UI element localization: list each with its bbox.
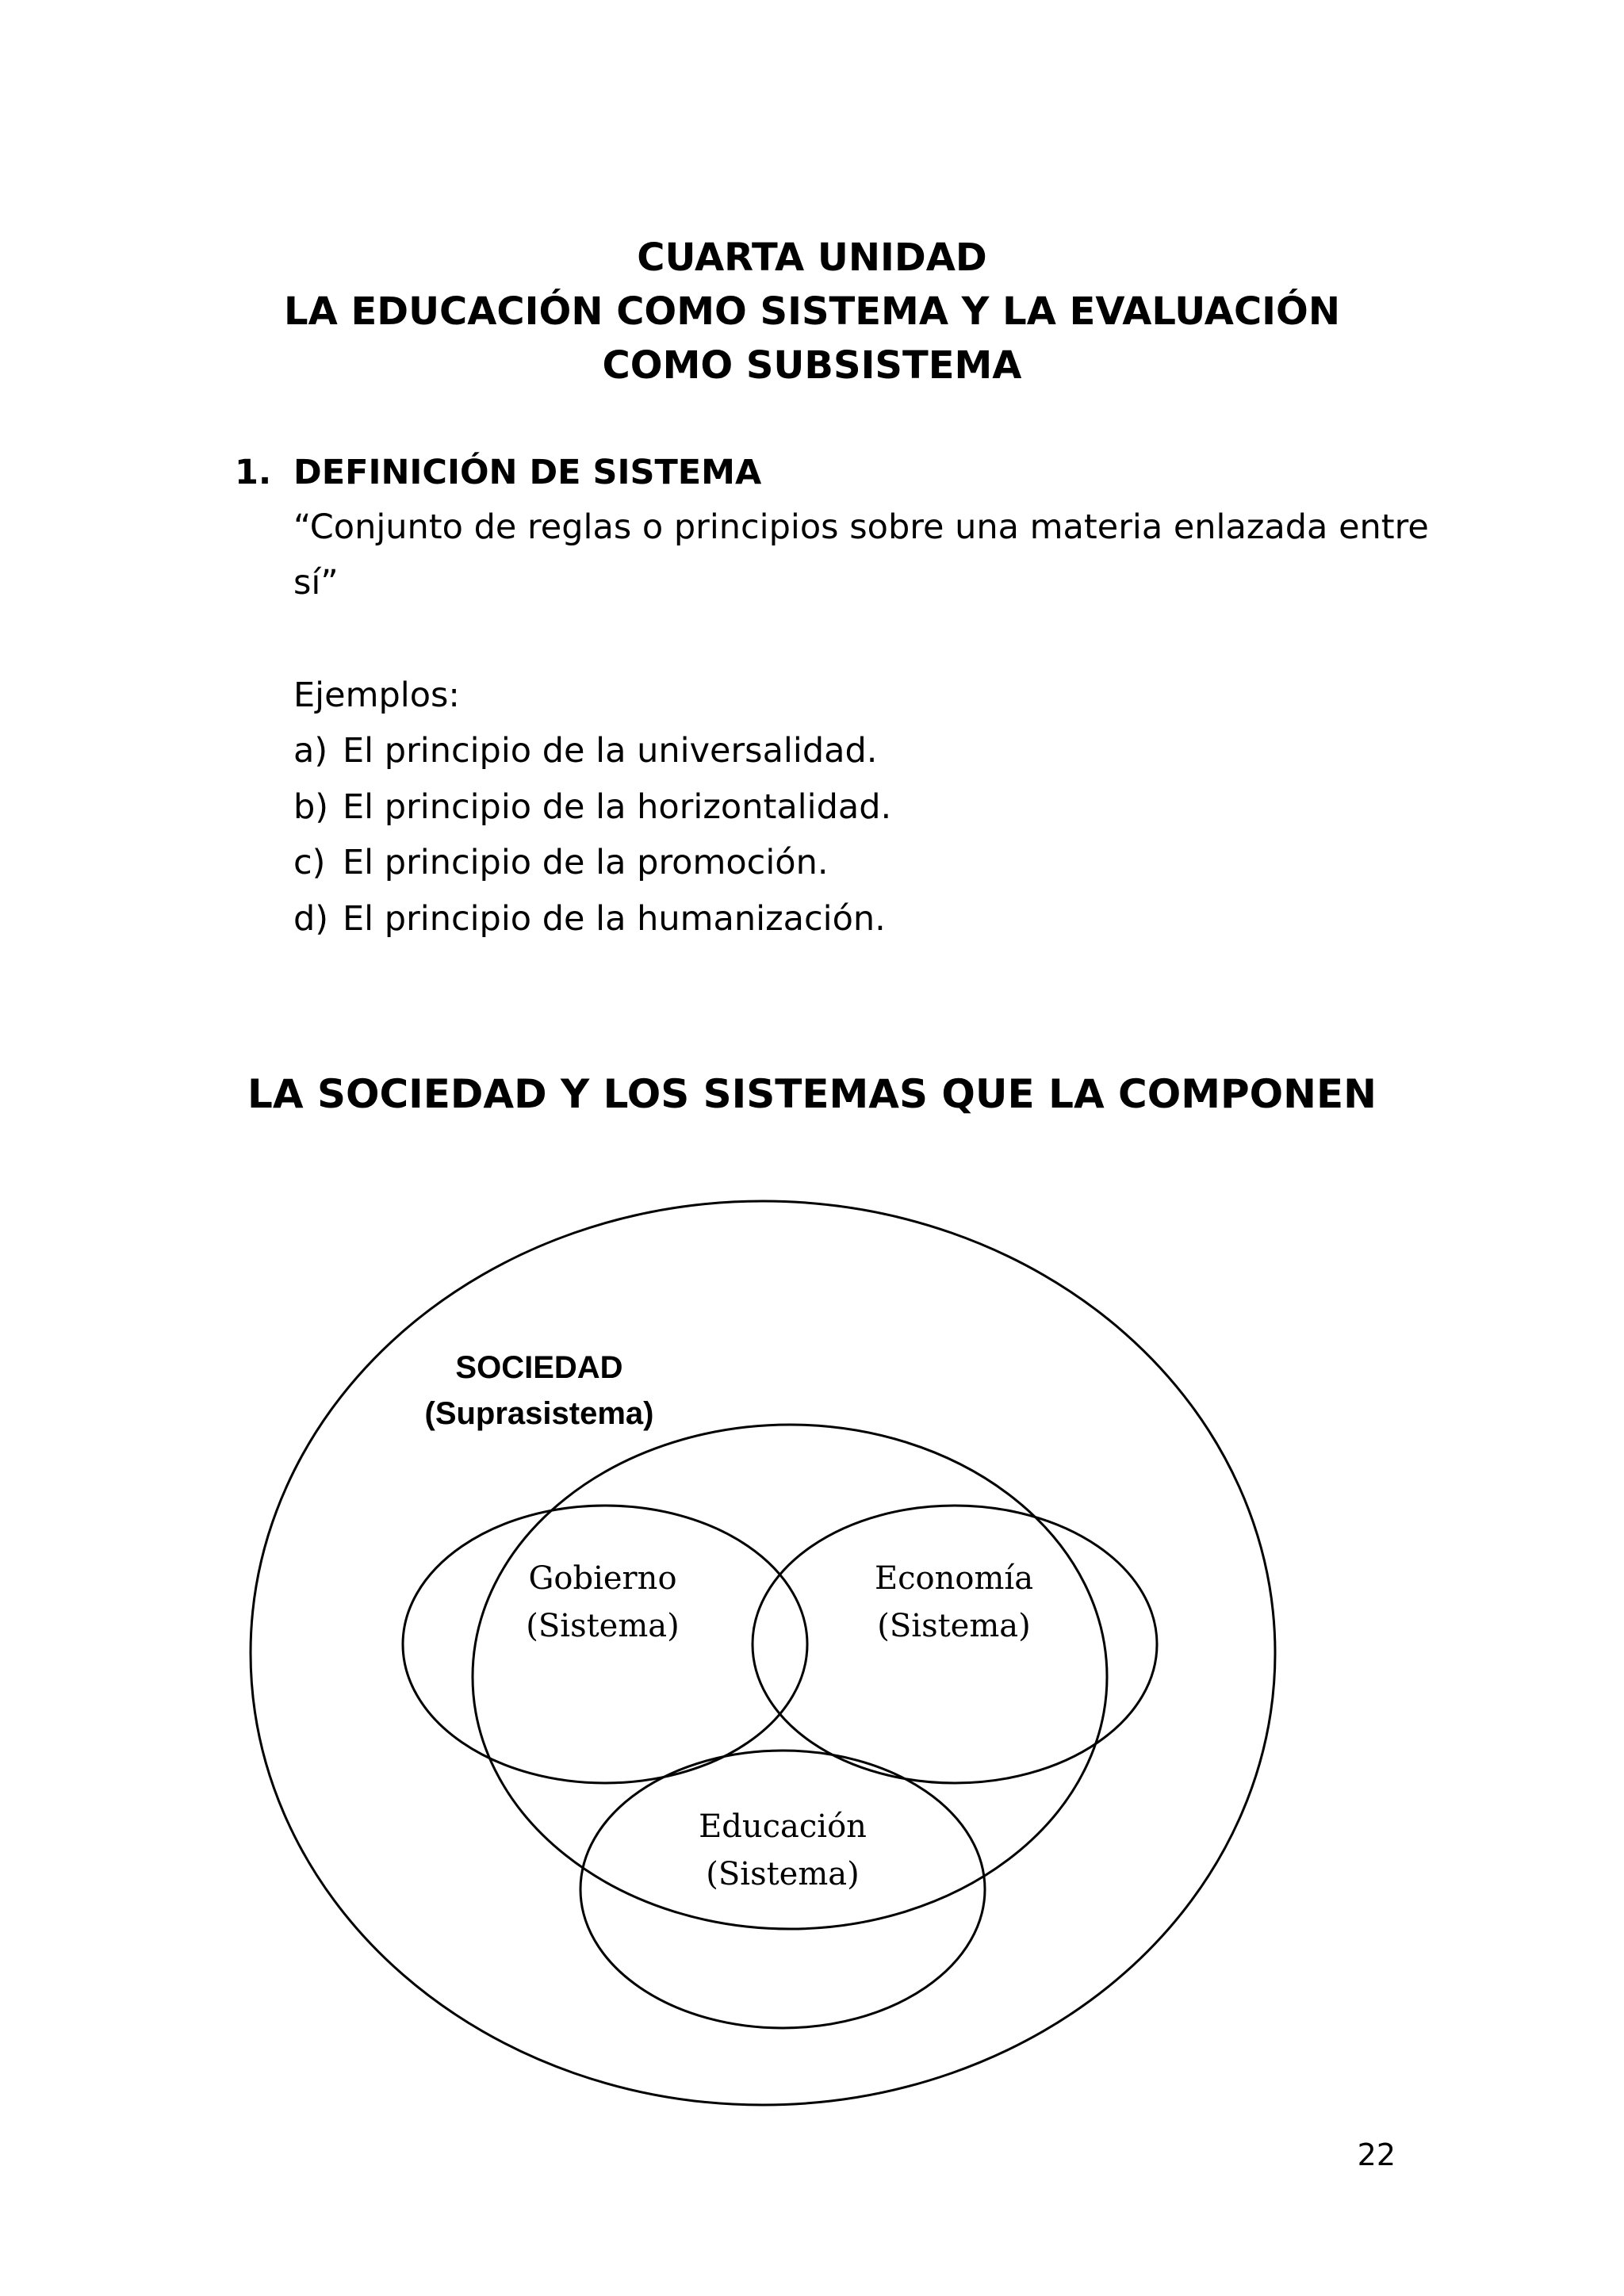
section-number: 1. — [235, 453, 272, 492]
unit-title: CUARTA UNIDAD — [637, 235, 987, 280]
economia-kind-label: (Sistema) — [877, 1608, 1031, 1644]
list-item-text: El principio de la horizontalidad. — [343, 787, 892, 827]
page-number: 22 — [1357, 2137, 1396, 2172]
list-item-text: El principio de la promoción. — [343, 843, 829, 882]
gobierno-label: Gobierno — [528, 1560, 677, 1597]
sociedad-ellipse — [251, 1201, 1275, 2105]
list-item — [293, 779, 891, 835]
list-item — [293, 835, 829, 890]
list-item — [293, 891, 886, 947]
educacion-kind-label: (Sistema) — [706, 1856, 860, 1892]
suprasistema-label: (Suprasistema) — [424, 1396, 654, 1431]
gobierno-kind-label: (Sistema) — [526, 1608, 680, 1644]
unit-subtitle-line-2: COMO SUBSISTEMA — [602, 343, 1022, 388]
examples-label: Ejemplos: — [293, 675, 460, 715]
list-marker: c) — [293, 843, 326, 882]
educacion-label: Educación — [699, 1808, 867, 1845]
sociedad-label: SOCIEDAD — [455, 1350, 623, 1385]
list-item — [293, 723, 877, 779]
list-marker: d) — [293, 899, 329, 939]
definition-text-line-2: sí” — [293, 563, 339, 603]
definition-text-line-1: “Conjunto de reglas o principios sobre una materia enlazada entre — [293, 507, 1429, 547]
list-marker: a) — [293, 731, 328, 771]
list-marker: b) — [293, 787, 329, 827]
list-item-text: El principio de la universalidad. — [343, 731, 878, 771]
diagram-title: LA SOCIEDAD Y LOS SISTEMAS QUE LA COMPONEN — [247, 1071, 1377, 1117]
list-item-text: El principio de la humanización. — [343, 899, 886, 939]
unit-subtitle-line-1: LA EDUCACIÓN COMO SISTEMA Y LA EVALUACIÓN — [284, 289, 1340, 334]
section-heading — [235, 449, 761, 496]
section-title: DEFINICIÓN DE SISTEMA — [293, 453, 762, 492]
economia-label: Economía — [874, 1560, 1034, 1597]
